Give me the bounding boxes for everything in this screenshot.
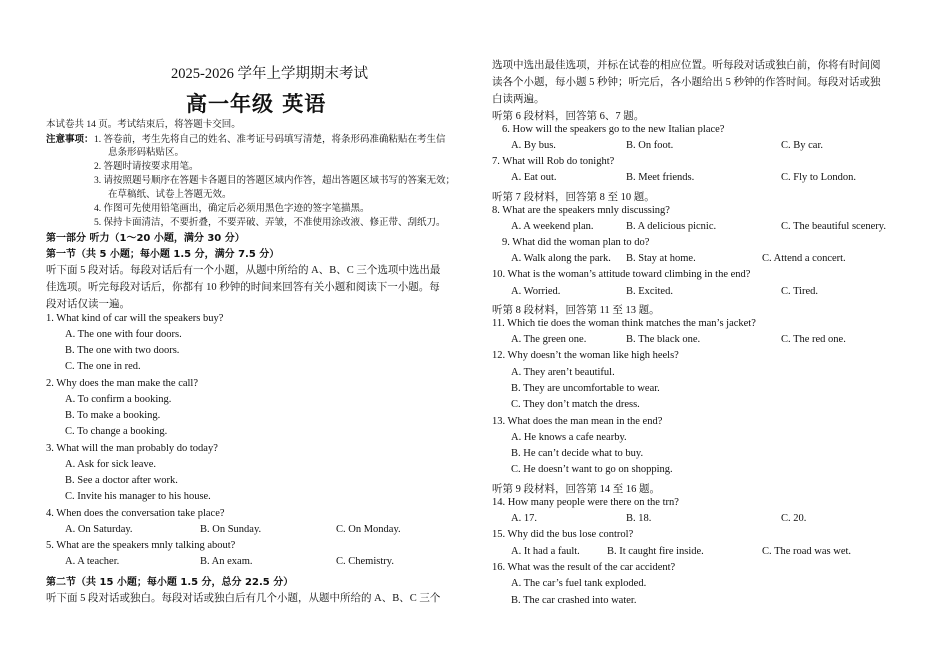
option-3b: B. See a doctor after work. [65, 475, 178, 486]
option-6a: A. By bus. [511, 140, 556, 151]
option-10a: A. Worried. [511, 286, 561, 297]
notice-item: 5. 保持卡面清洁，不要折叠，不要弄破、弄皱，不准使用涂改液、修正带、刮纸刀。 [94, 218, 446, 228]
part1-heading: 第一部分 听力（1～20 小题，满分 30 分） [46, 233, 245, 244]
option-12b: B. They are uncomfortable to wear. [511, 383, 660, 394]
option-14a: A. 17. [511, 513, 537, 524]
section1-directions: 听下面 5 段对话。每段对话后有一个小题，从题中所给的 A、B、C 三个选项中选出最 [46, 265, 441, 276]
option-4a: A. On Saturday. [65, 524, 133, 535]
option-10b: B. Excited. [626, 286, 673, 297]
notice-item: 在草稿纸、试卷上答题无效。 [108, 190, 232, 200]
question-9: 9. What did the woman plan to do? [502, 237, 650, 248]
option-1b: B. The one with two doors. [65, 345, 180, 356]
option-16a: A. The car’s fuel tank exploded. [511, 578, 647, 589]
option-6b: B. On foot. [626, 140, 674, 151]
option-1c: C. The one in red. [65, 361, 141, 372]
option-11c: C. The red one. [781, 334, 846, 345]
option-15c: C. The road was wet. [762, 546, 852, 557]
question-16: 16. What was the result of the car accident? [492, 562, 676, 573]
notice-item: 4. 作图可先使用铅笔画出，确定后必须用黑色字迹的签字笔描黑。 [94, 204, 370, 214]
section2-directions: 听下面 5 段对话或独白。每段对话或独白后有几个小题，从题中所给的 A、B、C 三个 [46, 593, 441, 604]
option-9b: B. Stay at home. [626, 253, 696, 264]
material-6-label: 听第 6 段材料，回答第 6、7 题。 [492, 111, 645, 122]
question-4: 4. When does the conversation take place? [46, 508, 225, 519]
section1-directions: 段对话仅读一遍。 [46, 299, 130, 310]
question-11: 11. Which tie does the woman think matches the man’s jacket? [492, 318, 756, 329]
question-3: 3. What will the man probably do today? [46, 443, 218, 454]
question-13: 13. What does the man mean in the end? [492, 416, 663, 427]
option-15a: A. It had a fault. [511, 546, 580, 557]
material-7-label: 听第 7 段材料，回答第 8 至 10 题。 [492, 192, 655, 203]
question-15: 15. Why did the bus lose control? [492, 529, 634, 540]
option-10c: C. Tired. [781, 286, 819, 297]
question-7: 7. What will Rob do tonight? [492, 156, 615, 167]
option-2b: B. To make a booking. [65, 410, 161, 421]
question-1: 1. What kind of car will the speakers buy? [46, 313, 224, 324]
option-2a: A. To confirm a booking. [65, 394, 172, 405]
option-5c: C. Chemistry. [336, 556, 394, 567]
option-9a: A. Walk along the park. [511, 253, 611, 264]
option-12a: A. They aren’t beautiful. [511, 367, 615, 378]
material-9-label: 听第 9 段材料，回答第 14 至 16 题。 [492, 484, 660, 495]
option-5a: A. A teacher. [65, 556, 120, 567]
option-1a: A. The one with four doors. [65, 329, 182, 340]
option-8c: C. The beautiful scenery. [781, 221, 886, 232]
notice-item: 2. 答题时请按要求用笔。 [94, 162, 199, 172]
option-12c: C. They don’t match the dress. [511, 399, 640, 410]
option-4c: C. On Monday. [336, 524, 401, 535]
option-9c: C. Attend a concert. [762, 253, 846, 264]
option-3a: A. Ask for sick leave. [65, 459, 156, 470]
option-11a: A. The green one. [511, 334, 587, 345]
question-14: 14. How many people were there on the trn? [492, 497, 679, 508]
option-15b: B. It caught fire inside. [607, 546, 704, 557]
question-10: 10. What is the woman’s attitude toward climbing in the end? [492, 269, 751, 280]
question-12: 12. Why doesn’t the woman like high heels? [492, 350, 679, 361]
option-7a: A. Eat out. [511, 172, 557, 183]
option-8a: A. A weekend plan. [511, 221, 594, 232]
option-4b: B. On Sunday. [200, 524, 262, 535]
option-13c: C. He doesn’t want to go on shopping. [511, 464, 673, 475]
notice-item: 1. 答卷前，考生先将自己的姓名、准考证号码填写清楚，将条形码准确粘贴在考生信 [94, 135, 446, 145]
section1-directions: 佳选项。听完每段对话后，你都有 10 秒钟的时间来回答有关小题和阅读下一小题。每 [46, 282, 440, 293]
option-7b: B. Meet friends. [626, 172, 695, 183]
option-13a: A. He knows a cafe nearby. [511, 432, 627, 443]
question-8: 8. What are the speakers mnly discussing? [492, 205, 670, 216]
notice-item: 息条形码粘贴区。 [108, 148, 185, 158]
subject-title: 高一年级 英语 [186, 92, 327, 116]
question-6: 6. How will the speakers go to the new Italian place? [502, 124, 725, 135]
material-8-label: 听第 8 段材料，回答第 11 至 13 题。 [492, 305, 660, 316]
section1-heading: 第一节（共 5 小题；每小题 1.5 分，满分 7.5 分） [46, 249, 280, 260]
notice-item: 3. 请按照题号顺序在答题卡各题目的答题区域内作答，超出答题区域书写的答案无效； [94, 176, 456, 186]
intro-text: 本试卷共 14 页。考试结束后，将答题卡交回。 [46, 120, 241, 130]
section2-directions: 白读两遍。 [492, 94, 545, 105]
question-2: 2. Why does the man make the call? [46, 378, 199, 389]
section2-heading: 第二节（共 15 小题；每小题 1.5 分，总分 22.5 分） [46, 577, 294, 588]
notice-label: 注意事项： [46, 135, 94, 145]
option-11b: B. The black one. [626, 334, 701, 345]
option-13b: B. He can’t decide what to buy. [511, 448, 644, 459]
option-14c: C. 20. [781, 513, 807, 524]
option-16b: B. The car crashed into water. [511, 595, 637, 606]
section2-directions: 读各个小题，每小题 5 秒钟；听完后，各小题给出 5 秒钟的作答时间。每段对话或独 [492, 77, 881, 88]
option-14b: B. 18. [626, 513, 652, 524]
question-5: 5. What are the speakers mnly talking about? [46, 540, 236, 551]
exam-title: 2025-2026 学年上学期期末考试 [171, 66, 368, 82]
option-3c: C. Invite his manager to his house. [65, 491, 211, 502]
option-6c: C. By car. [781, 140, 823, 151]
section2-directions: 选项中选出最佳选项，并标在试卷的相应位置。听每段对话或独白前，你将有时间阅 [492, 60, 881, 71]
option-7c: C. Fly to London. [781, 172, 856, 183]
option-2c: C. To change a booking. [65, 426, 168, 437]
option-5b: B. An exam. [200, 556, 253, 567]
option-8b: B. A delicious picnic. [626, 221, 717, 232]
